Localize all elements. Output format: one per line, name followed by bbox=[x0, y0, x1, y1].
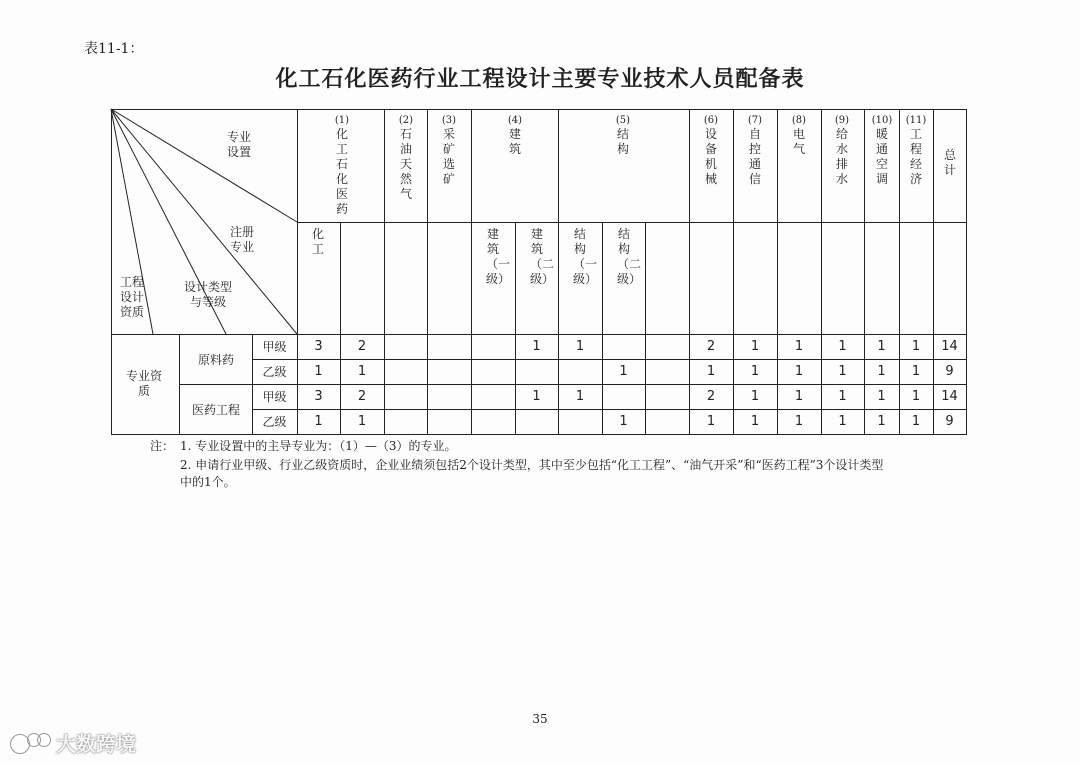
table-cell: 1 bbox=[877, 339, 886, 354]
table-cell: 1 bbox=[794, 339, 804, 354]
watermark bbox=[8, 728, 136, 757]
table-cell: 1 bbox=[911, 389, 921, 404]
table-cell: 3 bbox=[314, 339, 323, 354]
table-cell: 1 bbox=[619, 414, 628, 429]
col-10-label: 暖通空调 bbox=[875, 127, 888, 186]
grade-label-1: 乙级 bbox=[262, 365, 287, 379]
col-9-num: (9) bbox=[834, 115, 850, 126]
col-9-label: 给水排水 bbox=[835, 127, 848, 186]
col-3-num: (3) bbox=[441, 115, 457, 126]
col-7-label: 自控通信 bbox=[748, 127, 761, 186]
table-cell: 2 bbox=[357, 389, 367, 404]
table-cell: 1 bbox=[575, 389, 585, 404]
table-cell: 2 bbox=[357, 339, 367, 354]
grade-label-2: 甲级 bbox=[262, 390, 287, 404]
col-4-label: 建筑 bbox=[508, 127, 521, 156]
table-cell: 1 bbox=[794, 414, 804, 429]
col-4-num: (4) bbox=[507, 115, 523, 126]
notes-prefix: 注： bbox=[150, 439, 175, 453]
grade-label-3: 乙级 bbox=[262, 415, 287, 429]
table-cell: 1 bbox=[838, 339, 847, 354]
col-2-label: 石油天然气 bbox=[399, 127, 412, 201]
table-cell: 1 bbox=[877, 364, 886, 379]
col-10-num: (10) bbox=[871, 115, 893, 126]
table-cell: 1 bbox=[357, 414, 367, 429]
col-1-num: (1) bbox=[334, 115, 350, 126]
col-8-label: 电气 bbox=[792, 127, 805, 156]
col-total-label: 总计 bbox=[943, 148, 956, 177]
watermark-text: 大数跨境 bbox=[56, 732, 136, 756]
table-cell: 1 bbox=[314, 364, 323, 379]
table-cell: 1 bbox=[750, 364, 760, 379]
col-6-label: 设备机械 bbox=[704, 127, 717, 186]
type-label-1: 医药工程 bbox=[191, 403, 240, 417]
sub-struct2: 结构（二级） bbox=[617, 227, 642, 286]
caption: 表11-1： bbox=[84, 41, 144, 57]
table-cell: 1 bbox=[877, 414, 886, 429]
watermark-logo-icon bbox=[8, 730, 52, 756]
table-cell: 1 bbox=[619, 364, 628, 379]
col-1-label: 化工石化医药 bbox=[335, 127, 348, 216]
table-cell: 1 bbox=[911, 414, 921, 429]
table-cell: 1 bbox=[794, 389, 804, 404]
table-cell: 1 bbox=[532, 389, 541, 404]
table-cell: 1 bbox=[877, 389, 886, 404]
col-7-num: (7) bbox=[747, 115, 763, 126]
note-2b: 中的1个。 bbox=[180, 475, 236, 489]
sub-chem: 化工 bbox=[311, 227, 324, 256]
sub-arch1: 建筑（一级） bbox=[486, 227, 511, 286]
col-3-label: 采矿选矿 bbox=[442, 127, 455, 186]
grade-label-0: 甲级 bbox=[262, 340, 287, 354]
table-cell: 1 bbox=[911, 364, 921, 379]
page-title: 化工石化医药行业工程设计主要专业技术人员配备表 bbox=[275, 67, 805, 92]
table-cell: 1 bbox=[838, 364, 847, 379]
table-cell: 1 bbox=[575, 339, 585, 354]
table-cell: 1 bbox=[706, 364, 716, 379]
table-cell: 1 bbox=[911, 339, 921, 354]
table-cell: 1 bbox=[750, 389, 760, 404]
table-cell: 1 bbox=[750, 414, 760, 429]
sub-arch2: 建筑（二级） bbox=[530, 227, 555, 286]
table-cell: 1 bbox=[750, 339, 760, 354]
type-label-0: 原料药 bbox=[197, 353, 234, 367]
table-cell: 1 bbox=[838, 389, 847, 404]
table-cell: 9 bbox=[945, 364, 954, 379]
table-cell: 14 bbox=[941, 339, 958, 354]
col-2-num: (2) bbox=[398, 115, 414, 126]
col-11-label: 工程经济 bbox=[909, 127, 922, 186]
diag-profession-label: 专业设置 bbox=[226, 130, 251, 159]
table-cell: 2 bbox=[706, 339, 716, 354]
table-cell: 9 bbox=[945, 414, 954, 429]
diag-design-label: 设计类型与等级 bbox=[184, 280, 233, 309]
table-cell: 1 bbox=[357, 364, 367, 379]
table-cell: 1 bbox=[532, 339, 541, 354]
col-5-num: (5) bbox=[615, 115, 631, 126]
col-6-num: (6) bbox=[703, 115, 719, 126]
note-2a: 2. 申请行业甲级、行业乙级资质时，企业业绩须包括2个设计类型，其中至少包括“化工工程”、“油气开采”和“医药工程”3个设计类型 bbox=[180, 458, 884, 472]
group-label: 专业资质 bbox=[125, 369, 162, 398]
col-8-num: (8) bbox=[791, 115, 807, 126]
table-cell: 14 bbox=[941, 389, 958, 404]
table-cell: 2 bbox=[706, 389, 716, 404]
table-cell: 1 bbox=[794, 364, 804, 379]
diag-registered-label: 注册专业 bbox=[229, 225, 254, 254]
note-1: 1. 专业设置中的主导专业为：（1）—（3）的专业。 bbox=[180, 439, 457, 453]
table-cell: 1 bbox=[838, 414, 847, 429]
table-cell: 1 bbox=[706, 414, 716, 429]
table-cell: 3 bbox=[314, 389, 323, 404]
col-5-label: 结构 bbox=[616, 127, 629, 156]
col-11-num: (11) bbox=[905, 115, 927, 126]
sub-struct1: 结构（一级） bbox=[573, 227, 598, 286]
table-cell: 1 bbox=[314, 414, 323, 429]
diag-qualification-label: 工程设计资质 bbox=[119, 275, 144, 319]
page-number: 35 bbox=[532, 712, 548, 726]
